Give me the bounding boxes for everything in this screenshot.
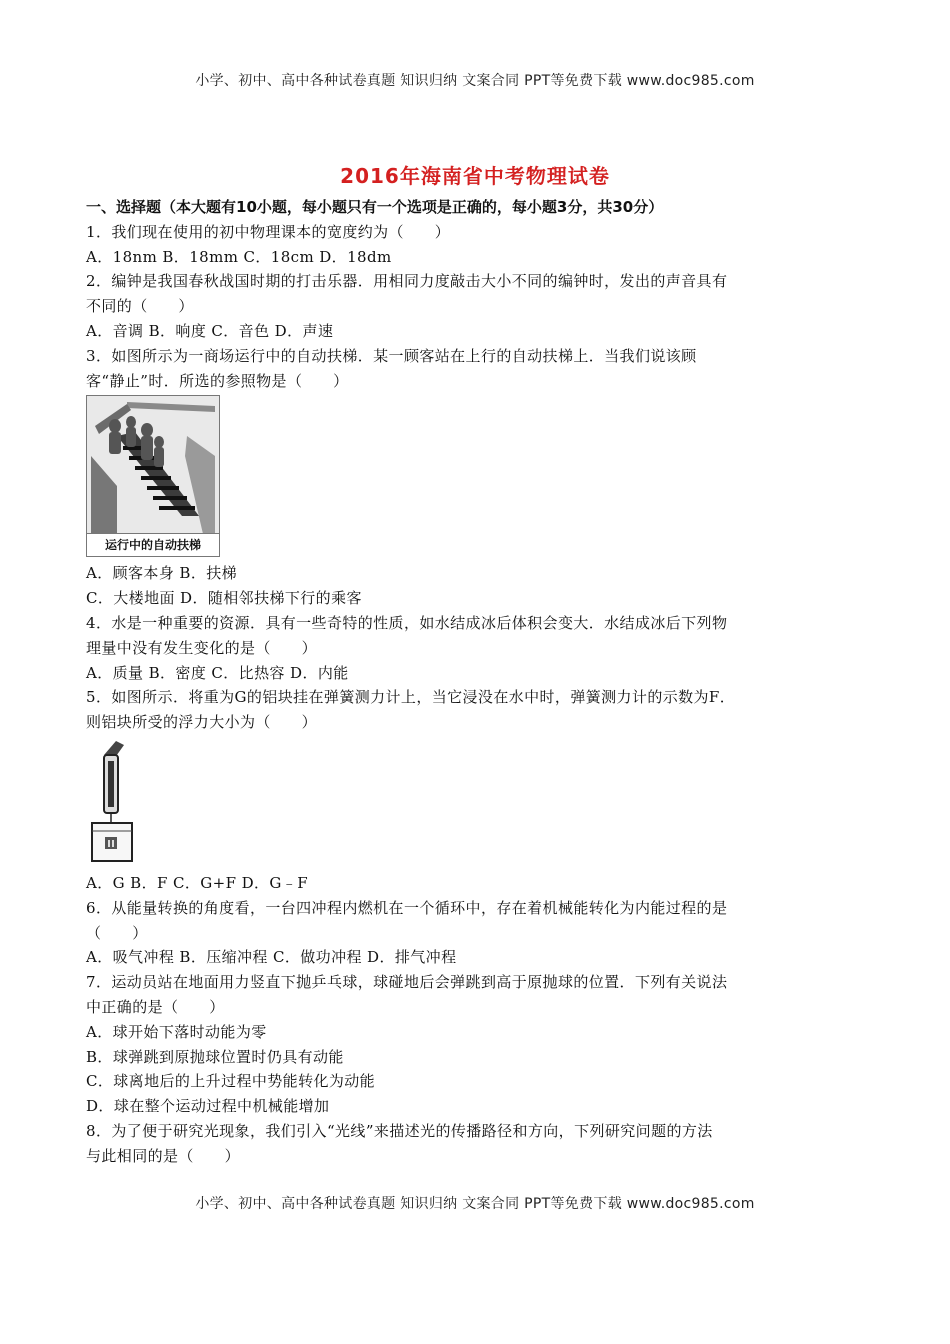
text-line: （ ） [86,923,148,942]
text-line: A．18nm B．18mm C．18cm D．18dm [86,247,392,266]
text-line: 与此相同的是（ ） [86,1146,241,1165]
text-line: 2．编钟是我国春秋战国时期的打击乐器．用相同力度敲击大小不同的编钟时，发出的声音具有 [86,272,728,291]
text-line: 5．如图所示．将重为G的铝块挂在弹簧测力计上，当它浸没在水中时，弹簧测力计的示数为F． [86,688,736,707]
text-line: C．球离地后的上升过程中势能转化为动能 [86,1072,376,1091]
text-line: D．球在整个运动过程中机械能增加 [86,1097,330,1116]
page-title: 2016年海南省中考物理试卷 [340,164,610,188]
text-line: 3．如图所示为一商场运行中的自动扶梯．某一顾客站在上行的自动扶梯上．当我们说该顾 [86,346,697,365]
text-line: A．质量 B．密度 C．比热容 D．内能 [86,663,349,682]
text-line: 8．为了便于研究光现象，我们引入“光线”来描述光的传播路径和方向，下列研究问题的方法 [86,1121,713,1140]
text-line: A．G B．F C．G+F D．G﹣F [86,873,309,892]
text-line: 7．运动员站在地面用力竖直下抛乒乓球，球碰地后会弹跳到高于原抛球的位置．下列有关说法 [86,973,728,992]
text-line: A．顾客本身 B．扶梯 [86,564,238,583]
text-line: 4．水是一种重要的资源．具有一些奇特的性质，如水结成冰后体积会变大．水结成冰后下列物 [86,613,728,632]
text-line: 客“静止”时．所选的参照物是（ ） [86,371,349,390]
spring-scale-figure [86,737,146,867]
text-line: 则铝块所受的浮力大小为（ ） [86,713,318,732]
section-header: 一、选择题（本大题有10小题，每小题只有一个选项是正确的，每小题3分，共30分） [86,198,664,216]
text-line: A．吸气冲程 B．压缩冲程 C．做功冲程 D．排气冲程 [86,948,457,967]
text-line: B．球弹跳到原抛球位置时仍具有动能 [86,1047,344,1066]
text-line: 中正确的是（ ） [86,997,225,1016]
header-banner: 小学、初中、高中各种试卷真题 知识归纳 文案合同 PPT等免费下载 www.doc985.com [195,73,755,89]
escalator-illustration [87,396,219,534]
text-line: 不同的（ ） [86,297,194,316]
text-line: A．音调 B．响度 C．音色 D．声速 [86,321,334,340]
text-line: A．球开始下落时动能为零 [86,1022,267,1041]
text-line: C．大楼地面 D．随相邻扶梯下行的乘客 [86,589,362,608]
footer-banner: 小学、初中、高中各种试卷真题 知识归纳 文案合同 PPT等免费下载 www.doc985.com [195,1196,755,1212]
text-line: 1．我们现在使用的初中物理课本的宽度约为（ ） [86,222,451,241]
escalator-figure [86,395,220,557]
figure-caption: 运行中的自动扶梯 [87,533,219,556]
spring-scale-illustration [86,737,146,867]
exam-content [86,195,856,1169]
text-line: 6．从能量转换的角度看，一台四冲程内燃机在一个循环中，存在着机械能转化为内能过程的是 [86,898,728,917]
text-line: 理量中没有发生变化的是（ ） [86,638,318,657]
